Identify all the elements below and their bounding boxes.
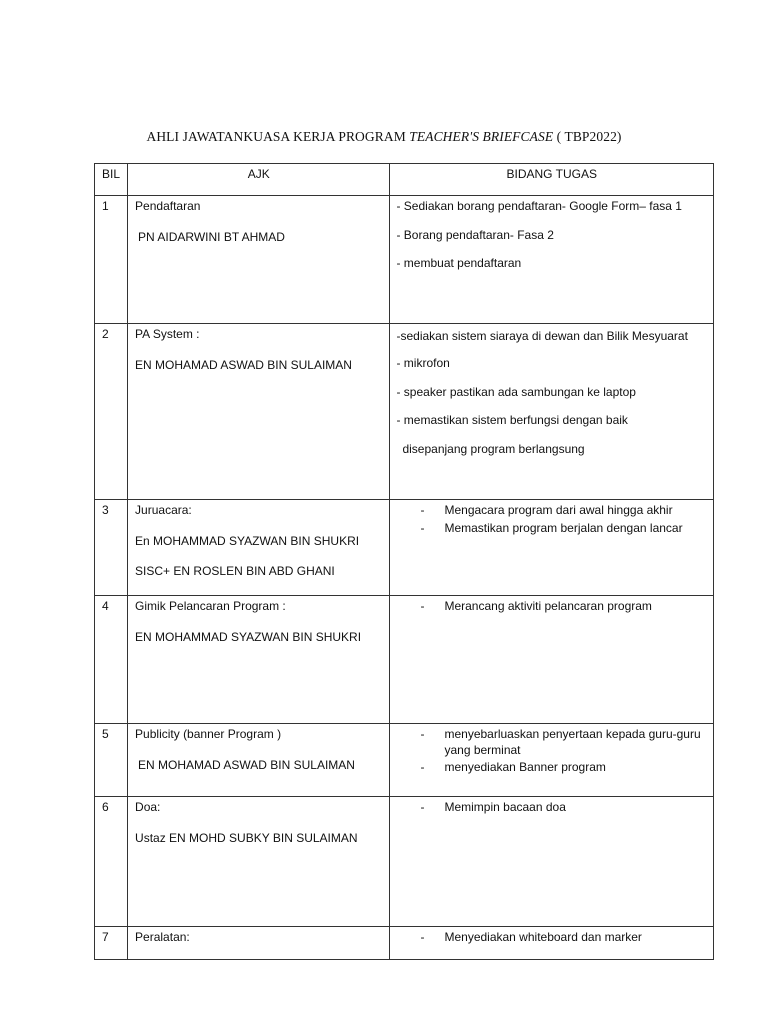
bullet-dash: - xyxy=(420,800,425,814)
table-row xyxy=(95,500,714,596)
ajk-role: PA System : xyxy=(135,327,200,341)
row-number: 4 xyxy=(95,596,128,724)
ajk-person: SISC+ EN ROSLEN BIN ABD GHANI xyxy=(135,564,335,579)
task-item xyxy=(396,727,707,758)
header-bidang-tugas: BIDANG TUGAS xyxy=(390,164,714,196)
task-text: menyediakan Banner program xyxy=(444,760,606,775)
row-number: 5 xyxy=(95,724,128,797)
ajk-person: En MOHAMMAD SYAZWAN BIN SHUKRI xyxy=(135,533,360,548)
bullet-dash: - xyxy=(420,599,425,613)
row-number: 3 xyxy=(95,500,128,596)
task-line: - Borang pendaftaran- Fasa 2 xyxy=(396,227,554,242)
task-line: - Sediakan borang pendaftaran- Google Form– fasa 1 xyxy=(396,199,682,213)
header-ajk: AJK xyxy=(128,164,390,196)
table-row xyxy=(95,324,714,500)
ajk-role: Doa: xyxy=(135,800,161,814)
tugas-cell xyxy=(390,324,714,500)
ajk-person: PN AIDARWINI BT AHMAD xyxy=(138,229,285,244)
table-row xyxy=(95,797,714,927)
task-text: Merancang aktiviti pelancaran program xyxy=(444,599,652,613)
task-line: disepanjang program berlangsung xyxy=(402,441,585,456)
ajk-cell xyxy=(128,196,390,324)
bullet-dash: - xyxy=(420,520,425,535)
task-text: menyebarluaskan penyertaan kepada guru-guru yang berminat xyxy=(444,727,701,757)
ajk-role: Peralatan: xyxy=(135,930,190,944)
header-bil: BIL xyxy=(95,164,128,196)
table-header-row xyxy=(95,164,714,196)
task-list xyxy=(396,727,707,776)
task-line: - mikrofon xyxy=(396,356,450,371)
task-list xyxy=(396,503,707,536)
task-line: - speaker pastikan ada sambungan ke laptop xyxy=(396,384,636,399)
task-text: Memimpin bacaan doa xyxy=(444,800,566,814)
ajk-cell xyxy=(128,927,390,960)
tugas-cell xyxy=(390,927,714,960)
ajk-role: Gimik Pelancaran Program : xyxy=(135,599,286,613)
table-row xyxy=(95,596,714,724)
bullet-dash: - xyxy=(420,760,425,775)
table-row xyxy=(95,724,714,797)
document-title-prefix: AHLI JAWATANKUASA KERJA PROGRAM xyxy=(146,129,410,144)
document-title-suffix: ( TBP2022) xyxy=(553,129,622,144)
task-line: -sediakan sistem siaraya di dewan dan Bilik Mesyuarat xyxy=(396,329,688,343)
bullet-dash: - xyxy=(420,930,425,944)
tugas-cell xyxy=(390,596,714,724)
tugas-cell xyxy=(390,797,714,927)
task-text: Mengacara program dari awal hingga akhir xyxy=(444,503,673,517)
row-number: 1 xyxy=(95,196,128,324)
ajk-cell xyxy=(128,724,390,797)
row-number: 7 xyxy=(95,927,128,960)
task-text: Memastikan program berjalan dengan lancar xyxy=(444,520,683,535)
document-title xyxy=(0,129,768,145)
bullet-dash: - xyxy=(420,503,425,517)
tugas-cell xyxy=(390,196,714,324)
ajk-cell xyxy=(128,500,390,596)
ajk-person: Ustaz EN MOHD SUBKY BIN SULAIMAN xyxy=(135,830,358,845)
tugas-cell xyxy=(390,724,714,797)
document-title-italic: TEACHER'S BRIEFCASE xyxy=(409,129,554,144)
ajk-role: Publicity (banner Program ) xyxy=(135,727,282,741)
task-list xyxy=(396,930,707,946)
ajk-role: Juruacara: xyxy=(135,503,192,517)
task-text: Menyediakan whiteboard dan marker xyxy=(444,930,642,944)
ajk-person: EN MOHAMAD ASWAD BIN SULAIMAN xyxy=(135,357,352,372)
task-item xyxy=(396,503,707,519)
task-list xyxy=(396,599,707,615)
ajk-person: EN MOHAMAD ASWAD BIN SULAIMAN xyxy=(138,757,355,772)
task-list xyxy=(396,800,707,816)
tugas-cell xyxy=(390,500,714,596)
ajk-person: EN MOHAMMAD SYAZWAN BIN SHUKRI xyxy=(135,629,362,644)
table-row xyxy=(95,196,714,324)
ajk-table xyxy=(94,163,714,960)
task-item xyxy=(396,599,707,615)
task-line: - membuat pendaftaran xyxy=(396,256,522,271)
ajk-cell xyxy=(128,596,390,724)
ajk-role: Pendaftaran xyxy=(135,199,201,213)
table-row xyxy=(95,927,714,960)
task-line: - memastikan sistem berfungsi dengan baik xyxy=(396,413,628,428)
bullet-dash: - xyxy=(420,727,425,741)
ajk-cell xyxy=(128,324,390,500)
row-number: 6 xyxy=(95,797,128,927)
task-item xyxy=(396,930,707,946)
row-number: 2 xyxy=(95,324,128,500)
task-item xyxy=(396,760,707,776)
task-item xyxy=(396,521,707,537)
ajk-cell xyxy=(128,797,390,927)
task-item xyxy=(396,800,707,816)
